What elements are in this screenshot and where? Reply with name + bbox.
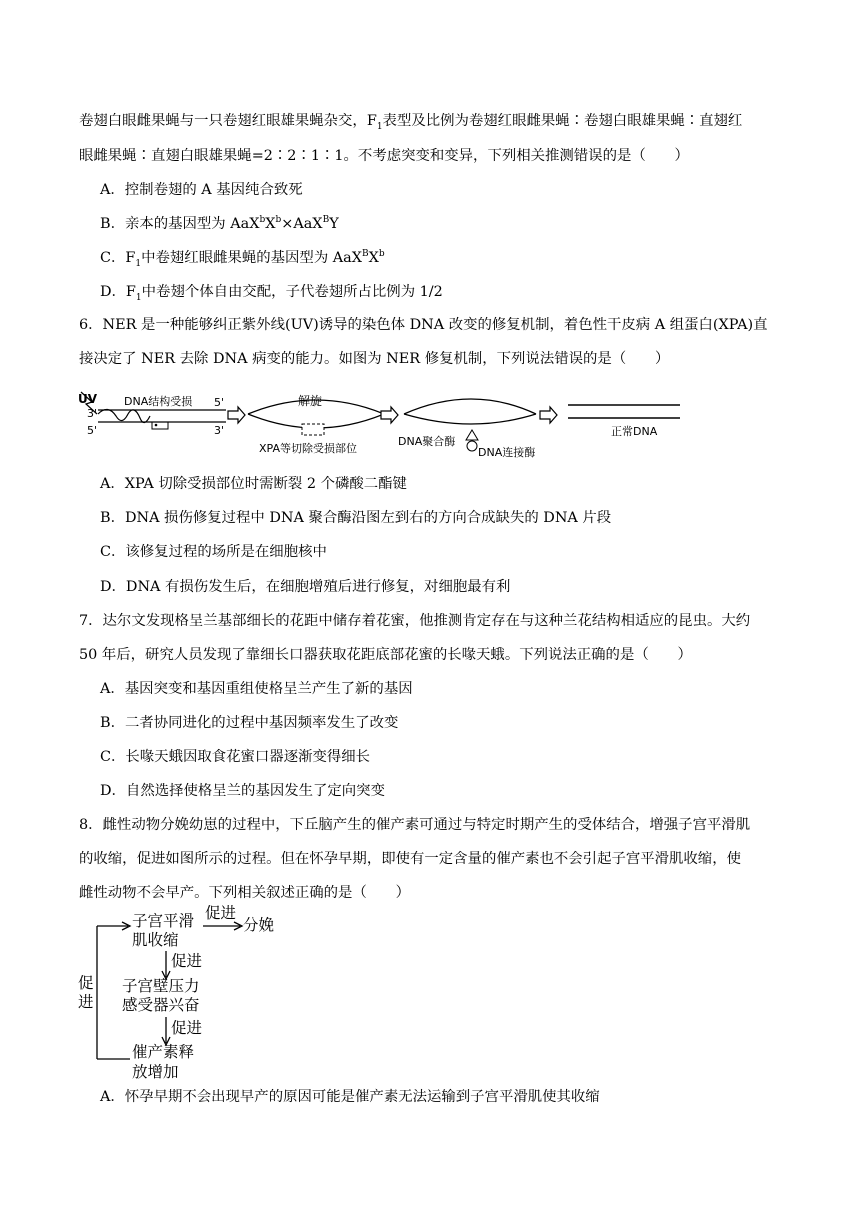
strand-end-5-right: 5' — [214, 396, 225, 409]
sensor-line1: 子宫壁压力 — [122, 977, 200, 995]
ner-repair-figure — [78, 384, 684, 466]
damage-label: DNA结构受损 — [124, 395, 193, 408]
strand-end-3-right: 3' — [214, 424, 225, 437]
xpa-label: XPA等切除受损部位 — [259, 442, 357, 455]
repair-bottom-arc — [404, 414, 536, 424]
process-arrow-icon — [540, 407, 557, 423]
q8-option-a: A．怀孕早期不会出现早产的原因可能是催产素无法运输到子宫平滑肌使其收缩 — [100, 1089, 600, 1105]
q8-stem-line1: 8．雌性动物分娩幼崽的过程中，下丘脑产生的催产素可通过与特定时期产生的受体结合，增强子宫平滑肌 — [79, 817, 751, 833]
sensor-line2: 感受器兴奋 — [122, 996, 200, 1014]
process-arrow-icon — [381, 407, 398, 423]
q6-option-d: D．DNA 有损伤发生后，在细胞增殖后进行修复，对细胞最有利 — [100, 579, 511, 595]
promote-label-top: 促进 — [205, 905, 237, 922]
q8-stem-line3: 雌性动物不会早产。下列相关叙述正确的是（ ） — [79, 885, 410, 901]
damage-box — [152, 422, 168, 429]
ligase-icon — [467, 441, 477, 451]
q8-stem-line2: 的收缩，促进如图所示的过程。但在怀孕早期，即使有一定含量的催产素也不会引起子宫平滑肌收缩，使 — [79, 851, 741, 867]
normal-dna-label: 正常DNA — [611, 425, 658, 438]
strand-end-3-left: 3' — [87, 407, 98, 420]
uv-label: UV — [78, 392, 98, 406]
q5-option-d: D．$F_1$中卷翅个体自由交配，子代卷翅所占比例为 1/2 — [100, 284, 443, 303]
promote-label-mid2: 促进 — [171, 1019, 203, 1037]
promote-label-mid1: 促进 — [171, 952, 203, 970]
q6-stem-line2: 接决定了 NER 去除 DNA 病变的能力。如图为 NER 修复机制，下列说法错误的是（ ） — [79, 351, 670, 367]
repair-top-arc — [404, 399, 536, 414]
strand-end-5-left: 5' — [87, 424, 98, 437]
delivery-label: 分娩 — [243, 916, 275, 934]
q7-option-b: B．二者协同进化的过程中基因频率发生了改变 — [100, 715, 399, 731]
q6-option-a: A．XPA 切除受损部位时需断裂 2 个磷酸二酯键 — [100, 476, 407, 492]
ligase-label: DNA连接酶 — [478, 446, 536, 459]
promote-label-left-1: 促 — [78, 974, 94, 992]
q7-stem-line2: 50 年后，研究人员发现了靠细长口器获取花距底部花蜜的长喙天蛾。下列说法正确的是（ ） — [79, 647, 692, 663]
q5-stem-line2: 眼雌果蝇∶直翅白眼雄果蝇=2∶2∶1∶1。不考虑突变和变异，下列相关推测错误的是（ ） — [79, 148, 689, 164]
contraction-line1: 子宫平滑 — [132, 912, 195, 930]
promote-label-left-2: 进 — [78, 993, 94, 1011]
unwind-label: 解旋 — [298, 394, 323, 408]
excision-site-box — [302, 424, 324, 435]
q7-stem-line1: 7．达尔文发现格呈兰基部细长的花距中储存着花蜜，他推测肯定存在与这种兰花结构相适应的昆虫。大约 — [79, 613, 751, 629]
q5-option-c: C．$F_1$中卷翅红眼雌果蝇的基因型为 $AaX^BX^b$ — [100, 249, 385, 269]
damage-squiggle — [98, 409, 150, 422]
q6-option-b: B．DNA 损伤修复过程中 DNA 聚合酶沿图左到右的方向合成缺失的 DNA 片段 — [100, 510, 612, 526]
oxytocin-line1: 催产素释 — [132, 1043, 195, 1061]
polymerase-label: DNA聚合酶 — [398, 435, 456, 448]
q7-option-d: D．自然选择使格呈兰的基因发生了定向突变 — [100, 783, 385, 799]
q7-option-a: A．基因突变和基因重组使格呈兰产生了新的基因 — [100, 681, 413, 697]
q7-option-c: C．长喙天蛾因取食花蜜口器逐渐变得细长 — [100, 749, 371, 765]
polymerase-icon — [466, 430, 478, 440]
damage-dot — [155, 424, 158, 427]
contraction-line2: 肌收缩 — [132, 931, 179, 949]
q6-stem-line1: 6．NER 是一种能够纠正紫外线(UV)诱导的染色体 DNA 改变的修复机制，着色性干皮病 A 组蛋白(XPA)直 — [79, 317, 768, 333]
oxytocin-line2: 放增加 — [132, 1063, 179, 1081]
q6-option-c: C．该修复过程的场所是在细胞核中 — [100, 544, 327, 560]
q5-option-b: B．亲本的基因型为 $AaX^bX^b\times AaX^BY$ — [100, 215, 339, 232]
process-arrow-icon — [228, 407, 245, 423]
q5-option-a: A．控制卷翅的 A 基因纯合致死 — [100, 182, 303, 198]
q5-stem-line1: 卷翅白眼雌果蝇与一只卷翅红眼雄果蝇杂交，$F_1$表型及比例为卷翅红眼雌果蝇∶卷翅白眼雄果蝇∶直翅红 — [79, 113, 743, 132]
oxytocin-feedback-figure — [76, 905, 288, 1085]
